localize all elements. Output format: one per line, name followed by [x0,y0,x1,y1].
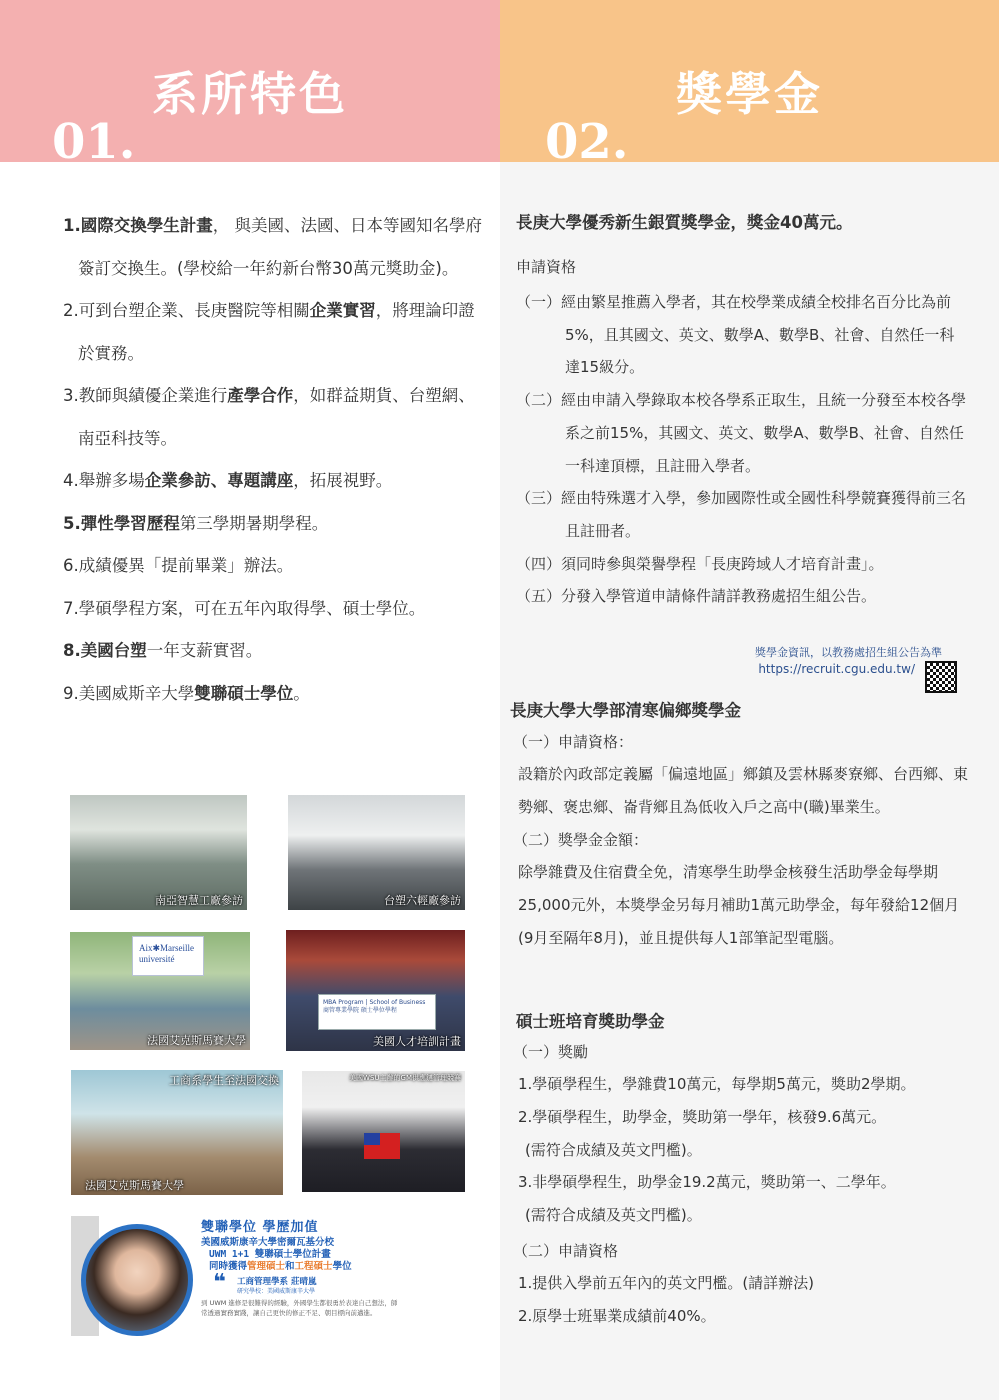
scholarship-master-reward-3: 3.非學碩學程生，助學金19.2萬元，獎助第一、二學年。 [518,1173,896,1191]
photo-caption-top: 工商系學生至法國交換 [169,1074,279,1087]
scholarship-silver-elig-label: 申請資格 [516,258,577,276]
qr-code-icon [925,661,957,693]
section-title-features: 系所特色 [152,67,348,121]
recruit-url-link[interactable]: https://recruit.cgu.edu.tw/ [758,662,915,676]
scholarship-rural-amount-text: 除學雜費及住宿費全免，清寒學生助學金核發生活助學金每學期25,000元外，本獎學金另每月補助1萬元助學金，每年發給12個月(9月至隔年8月)，並且提供每人1部筆記型電腦。 [518,863,960,947]
elig-item-2: （二）經由申請入學錄取本校各學系正取生，且統一分發至本校各學系之前15%，其國文、英文、數學A、數學B、社會、自然任一科達頂標，且註冊入學者。 [516,391,967,475]
feature-item-9: 9.美國威斯辛大學雙聯碩士學位。 [63,683,310,703]
promo-title: 雙聯學位 學歷加值 [201,1220,319,1235]
feature-item-2: 2.可到台塑企業、長庚醫院等相關企業實習，將理論印證於實務。 [63,301,475,363]
scholarship-rural-title: 長庚大學大學部清寒偏鄉獎學金 [510,701,741,720]
photo-wsu-gm-competition [302,1071,465,1192]
photo-caption: 南亞智慧工廠參訪 [155,894,243,907]
promo-student-school: 研究學校：美國威斯康辛大學 [237,1288,316,1295]
feature-item-5: 5.彈性學習歷程第三學期暑期學程。 [63,513,329,533]
scholarship-silver-elig-list [516,286,966,613]
promo-university: 美國威斯康辛大學密爾瓦基分校 [201,1237,335,1248]
scholarship-info-note: 獎學金資訊，以教務處招生組公告為準 [755,646,942,659]
section-title-scholarship: 獎學金 [676,67,823,121]
photo-us-talent-program [286,930,465,1051]
quote-mark-icon: ❝ [213,1270,226,1295]
elig-item-1: （一）經由繁星推薦入學者，其在校學業成績全校排名百分比為前5%，且其國文、英文、數學A、數學B、社會、自然任一科達15級分。 [516,293,955,377]
scholarship-master-reward-3-note: (需符合成績及英文門檻)。 [525,1206,702,1224]
promo-program: UWM 1+1 雙聯碩士學位計畫 [209,1249,331,1260]
feature-item-4: 4.舉辦多場企業參訪、專題講座，拓展視野。 [63,471,393,490]
scholarship-rural-amount-label: （二）獎學金金額： [513,831,649,849]
flag-icon [364,1133,400,1159]
photo-formosa-plant-visit [288,795,465,910]
section-number-01: 01. [52,114,136,162]
feature-item-1: 1.國際交換學生計畫， 與美國、法國、日本等國知名學府簽訂交換生。(學校給一年約新台幣30萬元獎助金)。 [63,216,482,278]
feature-item-7: 7.學碩學程方案，可在五年內取得學、碩士學位。 [63,598,426,618]
mba-banner: MBA Program | School of Business 商管專業學院 碩士學位學程 [318,994,436,1030]
scholarship-master-elig-label: （二）申請資格 [513,1242,619,1260]
scholarship-master-elig-1: 1.提供入學前五年內的英文門檻。(請詳辦法) [518,1274,815,1292]
feature-item-8: 8.美國台塑一年支薪實習。 [63,641,263,660]
elig-item-4: （四）須同時參與榮譽學程「長庚跨域人才培育計畫」。 [516,554,884,573]
scholarship-master-title: 碩士班培育獎助學金 [516,1012,665,1031]
scholarship-master-elig-2: 2.原學士班畢業成績前40%。 [518,1307,716,1325]
photo-aix-marseille-university [70,932,250,1050]
scholarship-rural-elig-label: （一）申請資格： [513,733,634,751]
university-sign: Aix✱Marseille université [132,936,204,976]
photo-caption: 法國艾克斯馬賽大學 [147,1034,246,1047]
photo-caption: 美國WSU主辦的GM供應鏈管理競賽 [349,1074,461,1082]
elig-item-3: （三）經由特殊選才入學，參加國際性或全國性科學競賽獲得前三名且註冊者。 [516,489,967,540]
student-avatar [81,1224,193,1336]
header-left [0,0,500,162]
dual-degree-promo [71,1216,411,1336]
features-list [63,205,483,715]
scholarship-master-reward-label: （一）獎勵 [513,1043,589,1061]
photo-nanya-factory-visit [70,795,247,910]
header-right [500,0,999,162]
photo-caption: 台塑六輕廠參訪 [384,894,461,907]
feature-item-3: 3.教師與績優企業進行產學合作，如群益期貨、台塑網、南亞科技等。 [63,386,475,448]
scholarship-rural-elig-text: 設籍於內政部定義屬「偏遠地區」鄉鎮及雲林縣麥寮鄉、台西鄉、東勢鄉、褒忠鄉、崙背鄉且為低收入戶之高中(職)畢業生。 [518,765,969,816]
promo-degrees: 同時獲得管理碩士和工程碩士學位 [209,1261,352,1272]
promo-student-name: 工商管理學系 莊晴嵐 [237,1277,317,1287]
scholarship-master-reward-2-note: (需符合成績及英文門檻)。 [525,1141,702,1159]
photo-caption: 美國人才培訓計畫 [373,1035,461,1048]
section-number-02: 02. [545,114,629,162]
photo-france-exchange [71,1070,283,1195]
scholarship-master-reward-2: 2.學碩學程生，助學金，獎助第一學年，核發9.6萬元。 [518,1108,887,1126]
scholarship-master-reward-1: 1.學碩學程生，學雜費10萬元，每學期5萬元，獎助2學期。 [518,1075,916,1093]
photo-caption-bottom: 法國艾克斯馬賽大學 [85,1179,184,1192]
scholarship-silver-title: 長庚大學優秀新生銀質獎學金，獎金40萬元。 [516,213,853,232]
promo-quote-text: 到 UWM 進修是很難得的經驗，外國學生都很勇於表達自己想法，師常透過實務實踐，讓自己更快的修正不足、朝目標向前邁進。 [201,1299,398,1318]
elig-item-5: （五）分發入學管道申請條件請詳教務處招生組公告。 [516,587,877,606]
feature-item-6: 6.成績優異「提前畢業」辦法。 [63,556,294,575]
